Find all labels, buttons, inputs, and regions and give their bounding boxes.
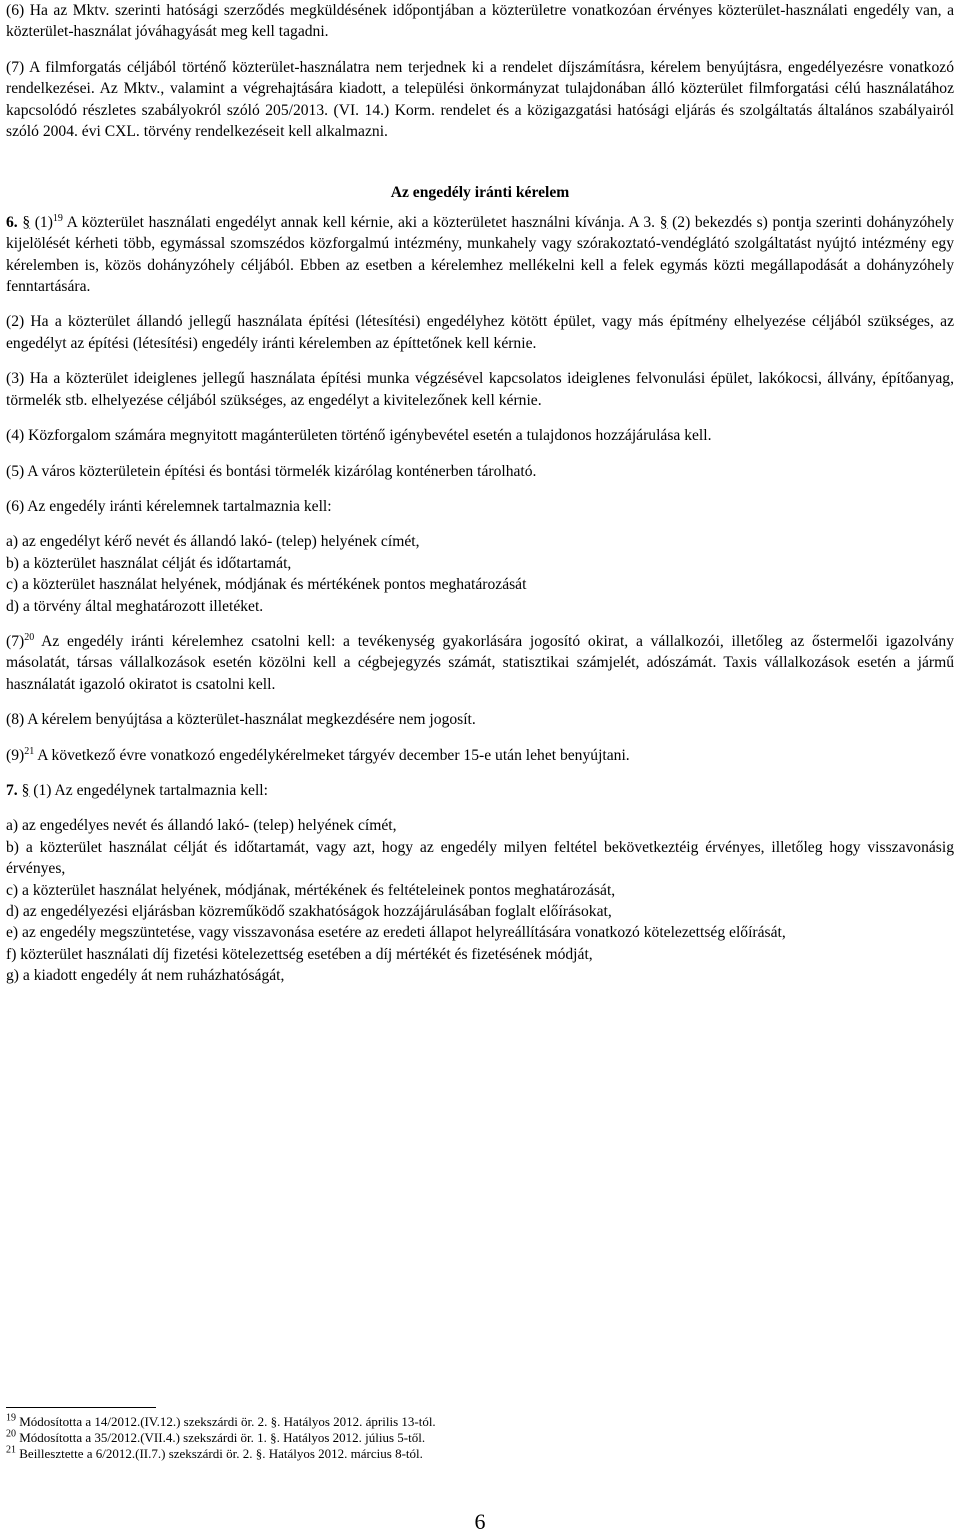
page-number: 6 <box>474 1509 486 1534</box>
list-item: d) a törvény által meghatározott illetéket. <box>6 597 264 615</box>
section-6-paragraph-8: (8) A kérelem benyújtása a közterület-használat megkezdésére nem jogosít. <box>6 711 476 729</box>
paragraph-text: A következő évre vonatkozó engedélykérelmeket tárgyév december 15-e után lehet benyújtani. <box>34 746 630 764</box>
footnote-ref-19: 19 <box>52 212 63 224</box>
paragraph-lead: (1) <box>34 213 53 231</box>
paragraph-lead: (9) <box>6 746 25 764</box>
paragraph-text: (2) bekezdés s) pontja szerinti dohányzóhely kijelölését kérheti több, egymással szomszédos közforgalmú intézmény, munkahely vagy szórakoztató-vendéglátó szolgáltatást nyújtó intézmény egy kérelemben is, közös dohányzóhely céljából. Ebben az esetben a kérelemhez mellékelni kell a felek egymás közti megállapodását a dohányzóhely fenntartására. <box>6 213 955 296</box>
paragraph-lead: (7) <box>6 632 25 650</box>
paragraph-6: (6) Ha az Mktv. szerinti hatósági szerződés megküldésének időpontjában a közterületre vonatkozóan érvényes közterület-használati engedély van, a közterület-használat jóváhagyását meg kell tagadni. <box>6 2 954 41</box>
section-7-number: 7. <box>6 781 18 799</box>
footnote <box>6 1414 954 1430</box>
section-6-paragraph-1 <box>6 212 954 298</box>
document-page <box>6 0 954 1537</box>
section-6-paragraph-4: (4) Közforgalom számára megnyitott magánterületen történő igénybevétel esetén a tulajdonos hozzájárulása kell. <box>6 427 712 445</box>
section-sign: § <box>21 781 30 799</box>
footnote-number: 19 <box>6 1412 16 1424</box>
section-6-paragraph-5: (5) A város közterületein építési és bontási törmelék kizárólag konténerben tárolható. <box>6 462 537 480</box>
paragraph-text: Az engedély iránti kérelemhez csatolni kell: a tevékenység gyakorlására jogosító okirat, a vállalkozói, illetőleg az őstermelői igazolvány másolatát, társas vállalkozások esetén közölni kell a cégbejegyzés számát, statisztikai számjelét, adószámát. Taxis vállalkozások esetén a jármű használatát igazoló okiratot is csatolni kell. <box>6 632 954 693</box>
section-6-paragraph-3: (3) Ha a közterület ideiglenes jellegű használata építési munka végzésével kapcsolatos ideiglenes felvonulási épület, lakókocsi, állvány, építőanyag, törmelék stb. elhelyezése céljából szükséges, az engedélyt a kivitelezőnek kell kérnie. <box>6 370 954 409</box>
list-item: a) az engedélyt kérő nevét és állandó lakó- (telep) helyének címét, <box>6 533 420 551</box>
list-item: f) közterület használati díj fizetési kötelezettség esetében a díj mértékét és fizetésének módját, <box>6 945 593 963</box>
footnote-number: 20 <box>6 1428 16 1440</box>
list-item: c) a közterület használat helyének, módjának és mértékének pontos meghatározását <box>6 576 527 594</box>
footnote-number: 21 <box>6 1444 16 1456</box>
footnote-ref-20: 20 <box>24 631 35 643</box>
footnote-text: Módosította a 35/2012.(VII.4.) szekszárdi ör. 1. §. Hatályos 2012. július 5-től. <box>16 1430 426 1445</box>
section-heading: Az engedély iránti kérelem <box>390 184 570 202</box>
footnote-divider <box>6 1407 156 1408</box>
list-item: b) a közterület használat célját és időtartamát, vagy azt, hogy az engedély milyen feltétel bekövetkeztéig érvényes, illetőleg hogy visszavonásig érvényes, <box>6 838 954 878</box>
footnotes <box>6 1407 954 1462</box>
list-item: b) a közterület használat célját és időtartamát, <box>6 554 292 572</box>
list-item: e) az engedély megszüntetése, vagy visszavonása esetére az eredeti állapot helyreállítására vonatkozó kötelezettség előírását, <box>6 924 786 942</box>
section-sign: § <box>22 213 31 231</box>
section-6-paragraph-2: (2) Ha a közterület állandó jellegű használata építési (létesítési) engedélyhez kötött épület, vagy más építmény elhelyezése céljából szükséges, az engedélyt az építési (létesítési) engedély iránti kérelemben az építtetőnek kell kérnie. <box>6 313 954 352</box>
paragraph-text: (1) Az engedélynek tartalmaznia kell: <box>29 781 268 799</box>
section-sign: § <box>659 213 668 231</box>
footnote <box>6 1446 954 1462</box>
section-6-paragraph-9 <box>6 745 954 766</box>
section-6-number: 6. <box>6 213 18 231</box>
footnote-text: Módosította a 14/2012.(IV.12.) szekszárdi ör. 2. §. Hatályos 2012. április 13-tól. <box>16 1414 436 1429</box>
list-item: d) az engedélyezési eljárásban közreműködő szakhatóságok hozzájárulásában foglalt előírásokat, <box>6 903 612 920</box>
paragraph-text: A közterület használati engedélyt annak kell kérnie, aki a közterületet használni kívánja. A 3. <box>62 213 660 231</box>
section-7-paragraph-1 <box>6 780 954 801</box>
footnote-text: Beillesztette a 6/2012.(II.7.) szekszárdi ör. 2. §. Hatályos 2012. március 8-tól. <box>16 1446 423 1461</box>
section-6-paragraph-6: (6) Az engedély iránti kérelemnek tartalmaznia kell: <box>6 497 332 515</box>
section-6-paragraph-7 <box>6 631 954 695</box>
footnote <box>6 1430 954 1446</box>
footnote-ref-21: 21 <box>24 745 35 757</box>
paragraph-7: (7) A filmforgatás céljából történő közterület-használatra nem terjednek ki a rendelet díjszámításra, kérelem benyújtásra, engedélyezésre vonatkozó rendelkezései. Az Mktv., valamint a végrehajtására kiadott, a települési önkormányzat tulajdonában álló közterület filmforgatási célú használatához kapcsolódó részletes szabályokról szóló 205/2013. (VI. 14.) Korm. rendelet és a közigazgatási hatósági eljárás és szolgáltatás általános szabályairól szóló 2004. évi CXL. törvény rendelkezéseit kell alkalmazni. <box>6 58 954 141</box>
list-item: g) a kiadott engedély át nem ruházhatóságát, <box>6 967 285 985</box>
list-item: a) az engedélyes nevét és állandó lakó- (telep) helyének címét, <box>6 817 397 835</box>
list-item: c) a közterület használat helyének, módjának, mértékének és feltételeinek pontos meghatározását, <box>6 881 616 899</box>
